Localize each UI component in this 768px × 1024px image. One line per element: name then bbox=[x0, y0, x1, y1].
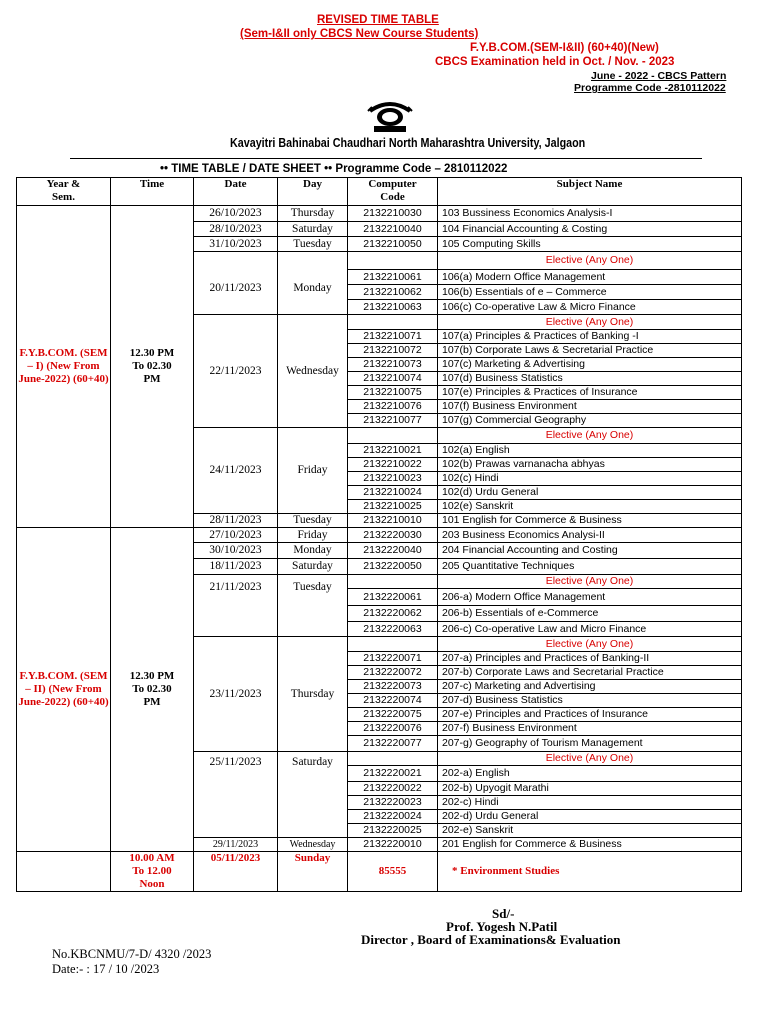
timetable bbox=[16, 177, 742, 892]
subject-cell: 207-f) Business Environment bbox=[438, 722, 742, 736]
code-cell: 2132220050 bbox=[348, 559, 438, 575]
code-cell: 2132220063 bbox=[348, 622, 438, 637]
code-cell: 2132220061 bbox=[348, 589, 438, 606]
date-cell: 30/10/2023 bbox=[194, 543, 278, 559]
date-cell: 26/10/2023 bbox=[194, 206, 278, 222]
day-cell: Tuesday bbox=[278, 237, 348, 252]
code-cell: 2132210022 bbox=[348, 458, 438, 472]
code-cell: 2132220021 bbox=[348, 766, 438, 782]
col-computer-code: Computer Code bbox=[348, 178, 438, 206]
code-cell: 2132220062 bbox=[348, 606, 438, 622]
code-cell bbox=[348, 575, 438, 589]
day-cell: Friday bbox=[278, 528, 348, 543]
header-subtitle: (Sem-I&II only CBCS New Course Students) bbox=[240, 28, 479, 40]
day-cell: Monday bbox=[278, 252, 348, 315]
subject-cell: 207-e) Principles and Practices of Insurance bbox=[438, 708, 742, 722]
date-cell: 20/11/2023 bbox=[194, 252, 278, 315]
date-cell: 31/10/2023 bbox=[194, 237, 278, 252]
subject-cell: 103 Bussiness Economics Analysis-I bbox=[438, 206, 742, 222]
date-cell: 22/11/2023 bbox=[194, 315, 278, 428]
subject-cell: 104 Financial Accounting & Costing bbox=[438, 222, 742, 237]
code-cell: 2132210062 bbox=[348, 285, 438, 300]
code-cell: 2132220040 bbox=[348, 543, 438, 559]
code-cell: 2132210040 bbox=[348, 222, 438, 237]
subject-cell: 102(d) Urdu General bbox=[438, 486, 742, 500]
date-cell: 18/11/2023 bbox=[194, 559, 278, 575]
code-cell bbox=[348, 315, 438, 330]
date-cell: 29/11/2023 bbox=[194, 838, 278, 852]
code-cell: 2132210024 bbox=[348, 486, 438, 500]
date-cell: 27/10/2023 bbox=[194, 528, 278, 543]
date-cell: 28/10/2023 bbox=[194, 222, 278, 237]
code-cell: 2132220075 bbox=[348, 708, 438, 722]
env-day: Sunday bbox=[278, 852, 348, 892]
code-cell bbox=[348, 252, 438, 270]
code-cell: 2132220024 bbox=[348, 810, 438, 824]
code-cell: 2132220073 bbox=[348, 680, 438, 694]
subject-cell: 206-c) Co-operative Law and Micro Finance bbox=[438, 622, 742, 637]
subject-cell: 202-a) English bbox=[438, 766, 742, 782]
subject-cell: 107(g) Commercial Geography bbox=[438, 414, 742, 428]
code-cell: 2132220025 bbox=[348, 824, 438, 838]
code-cell: 2132210050 bbox=[348, 237, 438, 252]
env-time: 10.00 AM To 12.00 Noon bbox=[111, 852, 194, 892]
code-cell: 2132210061 bbox=[348, 270, 438, 285]
day-cell: Saturday bbox=[278, 752, 348, 838]
table-row bbox=[17, 206, 742, 222]
col-day: Day bbox=[278, 178, 348, 206]
subject-cell: 207-g) Geography of Tourism Management bbox=[438, 736, 742, 752]
subject-cell: 206-a) Modern Office Management bbox=[438, 589, 742, 606]
code-cell bbox=[348, 752, 438, 766]
col-year-sem: Year & Sem. bbox=[17, 178, 111, 206]
header-programme-code: Programme Code -2810112022 bbox=[574, 82, 726, 94]
day-cell: Wednesday bbox=[278, 315, 348, 428]
date-cell: 21/11/2023 bbox=[194, 575, 278, 637]
code-cell: 2132220072 bbox=[348, 666, 438, 680]
signature-sd: Sd/- bbox=[492, 906, 515, 921]
code-cell: 2132210072 bbox=[348, 344, 438, 358]
subject-cell: 102(a) English bbox=[438, 444, 742, 458]
code-cell: 2132210021 bbox=[348, 444, 438, 458]
time-sem-1: 12.30 PM To 02.30 PM bbox=[111, 206, 194, 528]
day-cell: Tuesday bbox=[278, 575, 348, 637]
subject-cell: 107(c) Marketing & Advertising bbox=[438, 358, 742, 372]
subject-cell: 102(e) Sanskrit bbox=[438, 500, 742, 514]
env-date: 05/11/2023 bbox=[194, 852, 278, 892]
day-cell: Thursday bbox=[278, 206, 348, 222]
subject-cell: 102(c) Hindi bbox=[438, 472, 742, 486]
subject-cell: 202-b) Upyogit Marathi bbox=[438, 782, 742, 796]
subject-cell: 106(c) Co-operative Law & Micro Finance bbox=[438, 300, 742, 315]
header-title: REVISED TIME TABLE bbox=[317, 14, 439, 26]
subject-cell: 206-b) Essentials of e-Commerce bbox=[438, 606, 742, 622]
code-cell bbox=[348, 637, 438, 652]
subject-cell: 202-d) Urdu General bbox=[438, 810, 742, 824]
subject-cell: 202-e) Sanskrit bbox=[438, 824, 742, 838]
day-cell: Thursday bbox=[278, 637, 348, 752]
table-row bbox=[17, 528, 742, 543]
elective-label: Elective (Any One) bbox=[438, 752, 742, 766]
day-cell: Monday bbox=[278, 543, 348, 559]
code-cell: 2132220076 bbox=[348, 722, 438, 736]
code-cell: 2132220074 bbox=[348, 694, 438, 708]
subject-cell: 203 Business Economics Analysi-II bbox=[438, 528, 742, 543]
col-time: Time bbox=[111, 178, 194, 206]
code-cell: 2132210071 bbox=[348, 330, 438, 344]
elective-label: Elective (Any One) bbox=[438, 428, 742, 444]
date-cell: 25/11/2023 bbox=[194, 752, 278, 838]
env-subject: * Environment Studies bbox=[438, 852, 742, 892]
code-cell: 2132210076 bbox=[348, 400, 438, 414]
code-cell: 2132210073 bbox=[348, 358, 438, 372]
date-cell: 28/11/2023 bbox=[194, 514, 278, 528]
subject-cell: 205 Quantitative Techniques bbox=[438, 559, 742, 575]
day-cell: Friday bbox=[278, 428, 348, 514]
code-cell: 2132210010 bbox=[348, 514, 438, 528]
elective-label: Elective (Any One) bbox=[438, 252, 742, 270]
code-cell: 2132220077 bbox=[348, 736, 438, 752]
header-exam: CBCS Examination held in Oct. / Nov. - 2023 bbox=[435, 56, 675, 68]
code-cell: 2132220030 bbox=[348, 528, 438, 543]
subject-cell: 207-c) Marketing and Advertising bbox=[438, 680, 742, 694]
signature-title: Director , Board of Examinations& Evaluation bbox=[361, 932, 621, 947]
elective-label: Elective (Any One) bbox=[438, 575, 742, 589]
date-cell: 23/11/2023 bbox=[194, 637, 278, 752]
signature-name: Prof. Yogesh N.Patil bbox=[446, 919, 558, 934]
subject-cell: 107(b) Corporate Laws & Secretarial Practice bbox=[438, 344, 742, 358]
subject-cell: 107(d) Business Statistics bbox=[438, 372, 742, 386]
subject-cell: 101 English for Commerce & Business bbox=[438, 514, 742, 528]
university-name: Kavayitri Bahinabai Chaudhari North Maharashtra University, Jalgaon bbox=[230, 136, 586, 150]
time-sem-2: 12.30 PM To 02.30 PM bbox=[111, 528, 194, 852]
code-cell: 2132210025 bbox=[348, 500, 438, 514]
day-cell: Saturday bbox=[278, 222, 348, 237]
elective-label: Elective (Any One) bbox=[438, 637, 742, 652]
reference-date: Date:- : 17 / 10 /2023 bbox=[52, 962, 160, 976]
reference-number: No.KBCNMU/7-D/ 4320 /2023 bbox=[52, 947, 212, 961]
empty-year-cell bbox=[17, 852, 111, 892]
subject-cell: 107(f) Business Environment bbox=[438, 400, 742, 414]
subject-cell: 204 Financial Accounting and Costing bbox=[438, 543, 742, 559]
code-cell bbox=[348, 428, 438, 444]
subject-cell: 102(b) Prawas varnanacha abhyas bbox=[438, 458, 742, 472]
code-cell: 2132220071 bbox=[348, 652, 438, 666]
subject-cell: 106(b) Essentials of e – Commerce bbox=[438, 285, 742, 300]
year-sem-2: F.Y.B.COM. (SEM – II) (New From June-2022) (60+40) bbox=[17, 528, 111, 852]
col-date: Date bbox=[194, 178, 278, 206]
col-subject-name: Subject Name bbox=[438, 178, 742, 206]
table-row bbox=[17, 852, 742, 892]
code-cell: 2132210063 bbox=[348, 300, 438, 315]
subject-cell: 207-a) Principles and Practices of Banking-II bbox=[438, 652, 742, 666]
subject-cell: 207-b) Corporate Laws and Secretarial Practice bbox=[438, 666, 742, 680]
code-cell: 2132220023 bbox=[348, 796, 438, 810]
header-divider bbox=[70, 158, 702, 159]
code-cell: 2132220022 bbox=[348, 782, 438, 796]
university-logo-icon bbox=[366, 97, 414, 135]
day-cell: Tuesday bbox=[278, 514, 348, 528]
code-cell: 2132210075 bbox=[348, 386, 438, 400]
table-header-row bbox=[17, 178, 742, 206]
header-pattern: June - 2022 - CBCS Pattern bbox=[591, 70, 727, 82]
code-cell: 2132220010 bbox=[348, 838, 438, 852]
day-cell: Saturday bbox=[278, 559, 348, 575]
subject-cell: 105 Computing Skills bbox=[438, 237, 742, 252]
subject-cell: 107(a) Principles & Practices of Banking -I bbox=[438, 330, 742, 344]
day-cell: Wednesday bbox=[278, 838, 348, 852]
date-cell: 24/11/2023 bbox=[194, 428, 278, 514]
subject-cell: 201 English for Commerce & Business bbox=[438, 838, 742, 852]
header-course: F.Y.B.COM.(SEM-I&II) (60+40)(New) bbox=[470, 42, 659, 54]
code-cell: 2132210030 bbox=[348, 206, 438, 222]
subject-cell: 107(e) Principles & Practices of Insurance bbox=[438, 386, 742, 400]
subject-cell: 207-d) Business Statistics bbox=[438, 694, 742, 708]
date-sheet-title: •• TIME TABLE / DATE SHEET •• Programme Code – 2810112022 bbox=[160, 163, 508, 175]
env-code: 85555 bbox=[348, 852, 438, 892]
elective-label: Elective (Any One) bbox=[438, 315, 742, 330]
code-cell: 2132210023 bbox=[348, 472, 438, 486]
code-cell: 2132210077 bbox=[348, 414, 438, 428]
code-cell: 2132210074 bbox=[348, 372, 438, 386]
year-sem-1: F.Y.B.COM. (SEM – I) (New From June-2022) (60+40) bbox=[17, 206, 111, 528]
subject-cell: 202-c) Hindi bbox=[438, 796, 742, 810]
subject-cell: 106(a) Modern Office Management bbox=[438, 270, 742, 285]
